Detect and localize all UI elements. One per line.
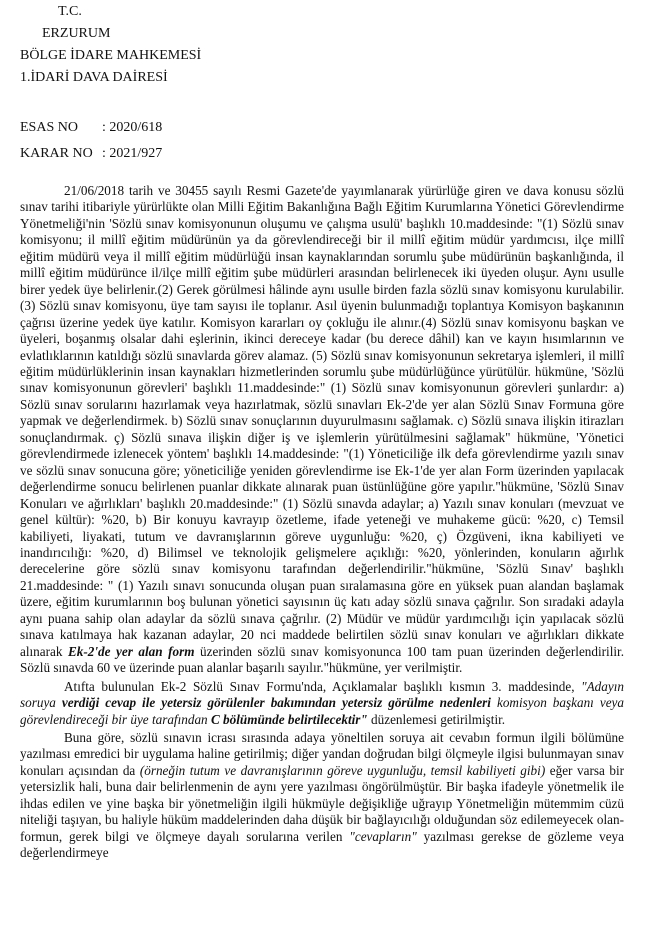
header-line-tc: T.C. bbox=[58, 4, 82, 19]
paragraph-text: üzerinden sözlü sınav komisyonunca 100 tam puan üzerinden değerlendirilir. Sözlü sınavda 60 ve üzerinde puan alanlar başarılı sayılır."hükmüne, yer verilmiştir. bbox=[20, 643, 625, 676]
karar-value: : 2021/927 bbox=[102, 146, 163, 161]
emphasis-text: Ek-2'de yer alan form bbox=[68, 643, 195, 659]
paragraph-text: 21/06/2018 tarih ve 30455 sayılı Resmi Gazete'de yayımlanarak yürürlüğe giren ve dava konusu sözlü sınav tarihi itibariyle yürürlükte olan Milli Eğitim Bakanlığına Bağlı Eğitim Kurumlarına Yönetici Görevlendirme Yönetmeliği'nin 'Sözlü sınav komisyonunun oluşumu ve çalışma usulü' başlıklı 10.maddesinde: "(1) Sözlü sınav komisyonu; il millî eğitim müdürünün ya da görevlendireceği bir il millî eğitim müdür yardımcısı, ilçe millî eğitim müdürü veya il millî eğitim müdürlüğü insan kaynaklarından sorumlu şube müdürünün başkanlığında, il millî eğitim müdürünce il/ilçe millî eğitim şube müdürleri arasından belirlenecek iki üyeden oluşur. Aynı usulle birer yedek üye belirlenir.(2) Gerek görülmesi hâlinde aynı usulle birden fazla sözlü sınav komisyonu kurulabilir. (3) Sözlü sınav komisyonu, üye tam sayısı ile toplanır. Asıl üyenin bulunmadığı toplantıya Komisyon başkanının çağrısı üzerine yedek üye katılır. Komisyon kararları oy çokluğu ile alınır.(4) Sözlü sınav komisyonu başkan ve üyeleri, boşanmış olsalar dahi eşlerinin, ikinci dereceye kadar (bu derece dâhil) kan ve kayın hısımlarının ve evlatlıklarının katıldığı sözlü sınavlarda görev alamaz. (5) Sözlü sınav komisyonunun sekretarya işlemleri, il millî eğitim müdürlüklerinin insan kaynakları hizmetlerinden sorumlu şube müdürlüğünce yürütülür. hükmüne, 'Sözlü sınav komisyonunun görevleri' başlıklı 11.maddesinde:" (1) Sözlü sınav komisyonunun görevleri şunlardır: a) Sözlü sınav sorularını hazırlamak veya hazırlatmak, sözlü sınavları Ek-2'de yer alan Sözlü Sınav Formuna göre yapmak ve değerlendirmek. b) Sözlü sınav sonuçlarının duyurulmasını sağlamak. c) Sözlü sınava ilişkin itirazları sonuçlandırmak. ç) Sözlü sınava ilişkin diğer iş ve işlemlerin yürütülmesini sağlamak" hükmüne, 'Yönetici görevlendirmede izlenecek yöntem' başlıklı 14.maddesinde: "(1) Yöneticiliğe ilk defa görevlendirme yazılı sınav ve sözlü sınav sonucuna göre; yöneticiliğe yeniden görevlendirme ise Ek-1'de yer alan Form üzerinden yapılacak değerlendirme sonucu belirlenen puanlar dikkate alınarak puan üstünlüğüne göre yapılır."hükmüne, 'Sözlü Sınav Konuları ve ağırlıkları' başlıklı 20.maddesinde:" (1) Sözlü sınavda adaylar; a) Yazılı sınav konuları (mevzuat ve genel kültür): %20, b) Bir konuyu kavrayıp özetleme, ifade yeteneği ve muhakeme gücü: %20, c) Temsil kabiliyeti, liyakati, tutum ve davranışlarının göreve uygunluğu: %20, ç) Özgüveni, ikna kabiliyeti ve inandırıcılığı: %20, d) Bilimsel ve teknolojik gelişmelere açıklığı: %20, yönlerinden, konuların ağırlık derecelerine göre sözlü sınav komisyonu tarafından değerlendirilir."hükmüne, 'Sözlü Sınav' başlıklı 21.maddesinde: " (1) Yazılı sınavı sonucunda oluşan puan sıralamasına göre en yüksek puan alandan başlamak üzere, eğitim kurumlarının boş bulunan yönetici sayısının üç katı aday sözlü sınava çağrılır. Son sıradaki adayla aynı puana sahip olan adaylar da sözlü sınava çağrılır. (2) Müdür ve müdür yardımcılığı için yapılacak sözlü sınava katılmaya hak kazanan adaylar, 20 nci maddede belirtilen sözlü sınav konuları ve ağırlıkları dikkate alınarak bbox=[20, 183, 624, 659]
header-line-court: BÖLGE İDARE MAHKEMESİ bbox=[20, 48, 202, 63]
case-numbers bbox=[20, 120, 162, 172]
emphasis-text: C bölümünde belirtilecektir" bbox=[210, 711, 368, 727]
court-header bbox=[20, 4, 201, 92]
paragraph-regulation bbox=[20, 183, 624, 677]
document-body bbox=[20, 183, 624, 862]
paragraph-text: eğer varsa bir yetersizlik hali, buna dair belirlenmenin de aynı yere yazılması öngörülmüştür. Bir başka ifadeyle yönetmelik ile ihdas edilen ve yine başka bir yönetmeliğin ilgili hükmüyle değişikliğe uğrayıp Yönetmeliğin mütemmim cüzü niteliği taşıyan, bu haliyle hüküm maddelerinden daha düşük bir bağlayıcılığı olduğundan söz edilemeyecek olan- formun, gerek bilgi ve ölçmeye dayalı sorularına verilen bbox=[20, 762, 625, 844]
esas-value: : 2020/618 bbox=[102, 120, 163, 135]
paragraph-form-reference bbox=[20, 679, 624, 728]
esas-row bbox=[20, 120, 162, 146]
paragraph-text: Buna göre, sözlü sınavın icrası sırasında adaya yöneltilen soruya ait cevabın formun ilgili bölümüne yazılması emredici bir uygulama haline getirilmiş; diğer yandan doğrudan bilgi ölçmeyle ilgisi bulunmayan sınav konuları açısından da bbox=[20, 729, 624, 778]
paragraph-text: düzenlemesi getirilmiştir. bbox=[367, 711, 506, 727]
italic-text: komisyon başkanı veya görevlendireceği bir üye tarafından bbox=[20, 695, 624, 727]
paragraph-text: yazılması gerekse de gözleme veya değerlendirmeye bbox=[20, 828, 624, 861]
italic-text: (örneğin tutum ve davranışlarının göreve uygunluğu, temsil kabiliyeti gibi) bbox=[139, 762, 546, 778]
karar-label: KARAR NO bbox=[20, 146, 93, 161]
esas-label: ESAS NO bbox=[20, 120, 78, 135]
paragraph-assessment bbox=[20, 730, 624, 862]
header-line-chamber: 1.İDARİ DAVA DAİRESİ bbox=[20, 70, 168, 85]
paragraph-text: Atıfta bulunulan Ek-2 Sözlü Sınav Formu'nda, Açıklamalar başlıklı kısmın 3. maddesinde, bbox=[64, 678, 582, 694]
italic-text: "Adayın soruya bbox=[20, 678, 624, 711]
karar-row bbox=[20, 146, 162, 172]
italic-text: "cevapların" bbox=[349, 828, 417, 844]
emphasis-text: verdiği cevap ile yetersiz görülenler bakımından yetersiz görülme nedenleri bbox=[61, 695, 491, 711]
header-line-city: ERZURUM bbox=[42, 26, 111, 41]
